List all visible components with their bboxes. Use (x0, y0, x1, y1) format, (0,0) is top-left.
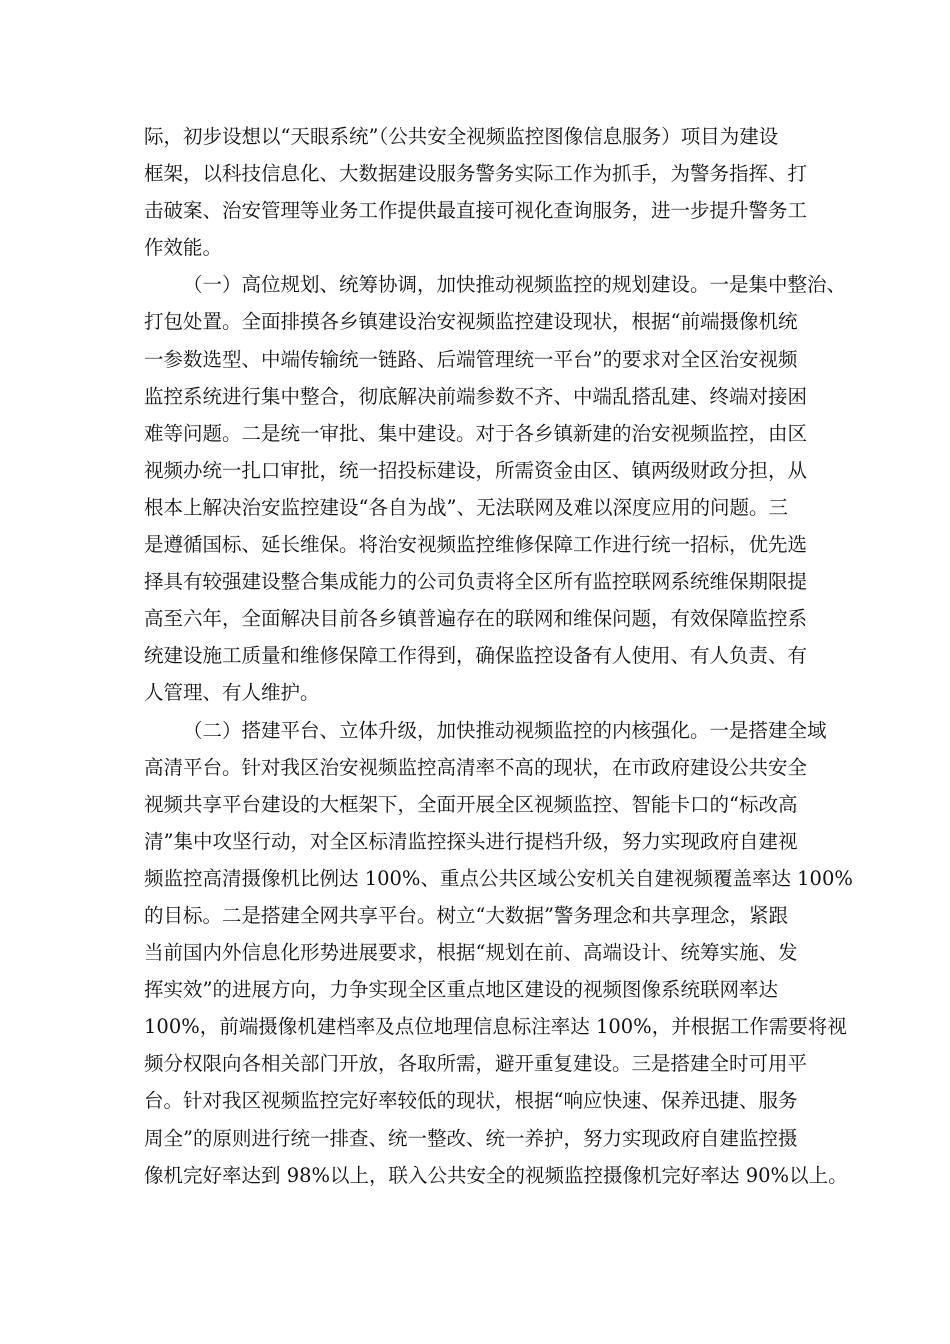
text-line-19: 视频共享平台建设的大框架下，全面开展全区视频监控、智能卡口的“标改高 (144, 792, 798, 816)
text-line-10: 视频办统一扎口审批，统一招投标建设，所需资金由区、镇两级财政分担，从 (144, 458, 808, 482)
text-line-2: 框架，以科技信息化、大数据建设服务警务实际工作为抓手，为警务指挥、打 (144, 162, 808, 186)
text-line-22: 的目标。二是搭建全网共享平台。树立“大数据”警务理念和共享理念，紧跟 (144, 903, 788, 927)
text-line-9: 难等问题。二是统一审批、集中建设。对于各乡镇新建的治安视频监控，由区 (144, 421, 808, 445)
text-line-14: 高至六年，全面解决目前各乡镇普遍存在的联网和维保问题，有效保障监控系 (144, 607, 808, 631)
text-line-5: （一）高位规划、统筹协调，加快推动视频监控的规划建设。一是集中整治、 (183, 273, 847, 297)
text-line-27: 台。针对我区视频监控完好率较低的现状，根据“响应快速、保养迅捷、服务 (144, 1089, 798, 1113)
text-line-17: （二）搭建平台、立体升级，加快推动视频监控的内核强化。一是搭建全域 (183, 718, 827, 742)
text-line-3: 击破案、治安管理等业务工作提供最直接可视化查询服务，进一步提升警务工 (144, 199, 808, 223)
text-line-24: 挥实效”的进展方向，力争实现全区重点地区建设的视频图像系统联网率达 (144, 978, 778, 1002)
text-line-1: 际，初步设想以“天眼系统”（公共安全视频监控图像信息服务）项目为建设 (144, 125, 779, 148)
text-line-12: 是遵循国标、延长维保。将治安视频监控维修保障工作进行统一招标，优先选 (144, 533, 808, 557)
text-line-18: 高清平台。针对我区治安视频监控高清率不高的现状，在市政府建设公共安全 (144, 755, 808, 779)
text-line-16: 人管理、有人维护。 (144, 681, 320, 705)
text-line-11: 根本上解决治安监控建设“各自为战”、无法联网及难以深度应用的问题。三 (144, 495, 788, 519)
document-body (144, 118, 853, 1194)
text-line-28: 周全”的原则进行统一排查、统一整改、统一养护，努力实现政府自建监控摄 (144, 1126, 798, 1150)
text-line-21: 频监控高清摄像机比例达 100%、重点公共区域公安机关自建视频覆盖率达 100% (144, 866, 853, 890)
text-line-25: 100%，前端摄像机建档率及点位地理信息标注率达 100%，并根据工作需要将视 (144, 1015, 847, 1039)
text-line-20: 清”集中攻坚行动，对全区标清监控探头进行提档升级，努力实现政府自建视 (144, 829, 798, 853)
text-line-13: 择具有较强建设整合集成能力的公司负责将全区所有监控联网系统维保期限提 (144, 570, 808, 594)
text-line-29: 像机完好率达到 98%以上，联入公共安全的视频监控摄像机完好率达 90%以上。 (144, 1163, 848, 1187)
text-line-4: 作效能。 (144, 236, 223, 260)
text-line-26: 频分权限向各相关部门开放，各取所需，避开重复建设。三是搭建全时可用平 (144, 1052, 808, 1076)
text-line-23: 当前国内外信息化形势进展要求，根据“规划在前、高端设计、统筹实施、发 (144, 941, 798, 965)
text-line-15: 统建设施工质量和维修保障工作得到，确保监控设备有人使用、有人负责、有 (144, 644, 808, 668)
text-line-6: 打包处置。全面排摸各乡镇建设治安视频监控建设现状，根据“前端摄像机统 (144, 310, 798, 334)
text-line-8: 监控系统进行集中整合，彻底解决前端参数不齐、中端乱搭乱建、终端对接困 (144, 384, 808, 408)
text-line-7: 一参数选型、中端传输统一链路、后端管理统一平台”的要求对全区治安视频 (144, 347, 798, 371)
